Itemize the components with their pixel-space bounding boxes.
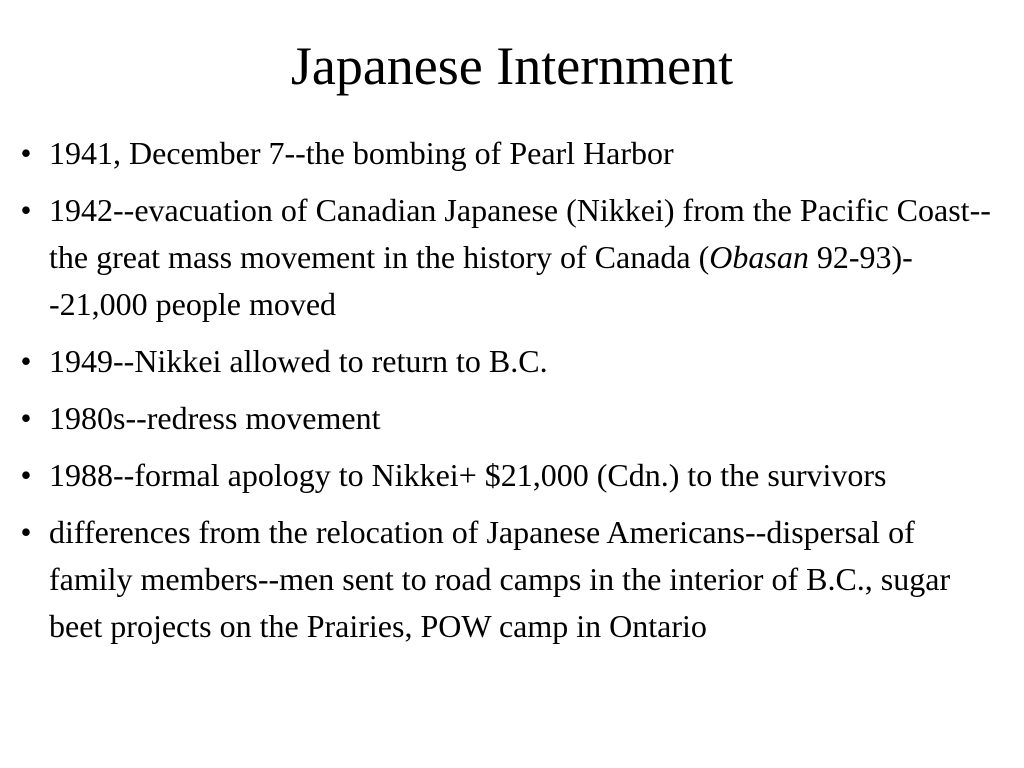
- bullet-dot-icon: •: [20, 135, 32, 171]
- bullet-dot-icon: •: [20, 343, 32, 379]
- bullet-text-part: 92-93)--21,000 people moved: [49, 239, 913, 322]
- bullet-item: [16, 395, 996, 442]
- bullet-item: [16, 187, 996, 328]
- bullet-dot-icon: •: [20, 457, 32, 493]
- bullet-text: 1980s--redress movement: [49, 400, 381, 436]
- bullet-dot-icon: •: [20, 192, 32, 228]
- bullet-list: [16, 130, 996, 660]
- bullet-text: 1941, December 7--the bombing of Pearl Harbor: [49, 135, 674, 171]
- book-title: Obasan: [709, 239, 809, 275]
- bullet-text: differences from the relocation of Japanese Americans--dispersal of family members--men sent to road camps in the interior of B.C., sugar beet projects on the Prairies, POW camp in Ontario: [49, 514, 951, 644]
- bullet-item: [16, 509, 996, 650]
- bullet-dot-icon: •: [20, 514, 32, 550]
- bullet-text-part: 1942--evacuation of Canadian Japanese (Nikkei) from the Pacific Coast--the great mass movement in the history of Canada (: [49, 192, 991, 275]
- bullet-item: [16, 452, 996, 499]
- bullet-text: 1988--formal apology to Nikkei+ $21,000 (Cdn.) to the survivors: [49, 457, 887, 493]
- bullet-item: [16, 130, 996, 177]
- slide-title: Japanese Internment: [290, 36, 734, 96]
- bullet-dot-icon: •: [20, 400, 32, 436]
- bullet-item: [16, 338, 996, 385]
- bullet-text: 1949--Nikkei allowed to return to B.C.: [49, 343, 548, 379]
- bullet-text: [49, 192, 991, 322]
